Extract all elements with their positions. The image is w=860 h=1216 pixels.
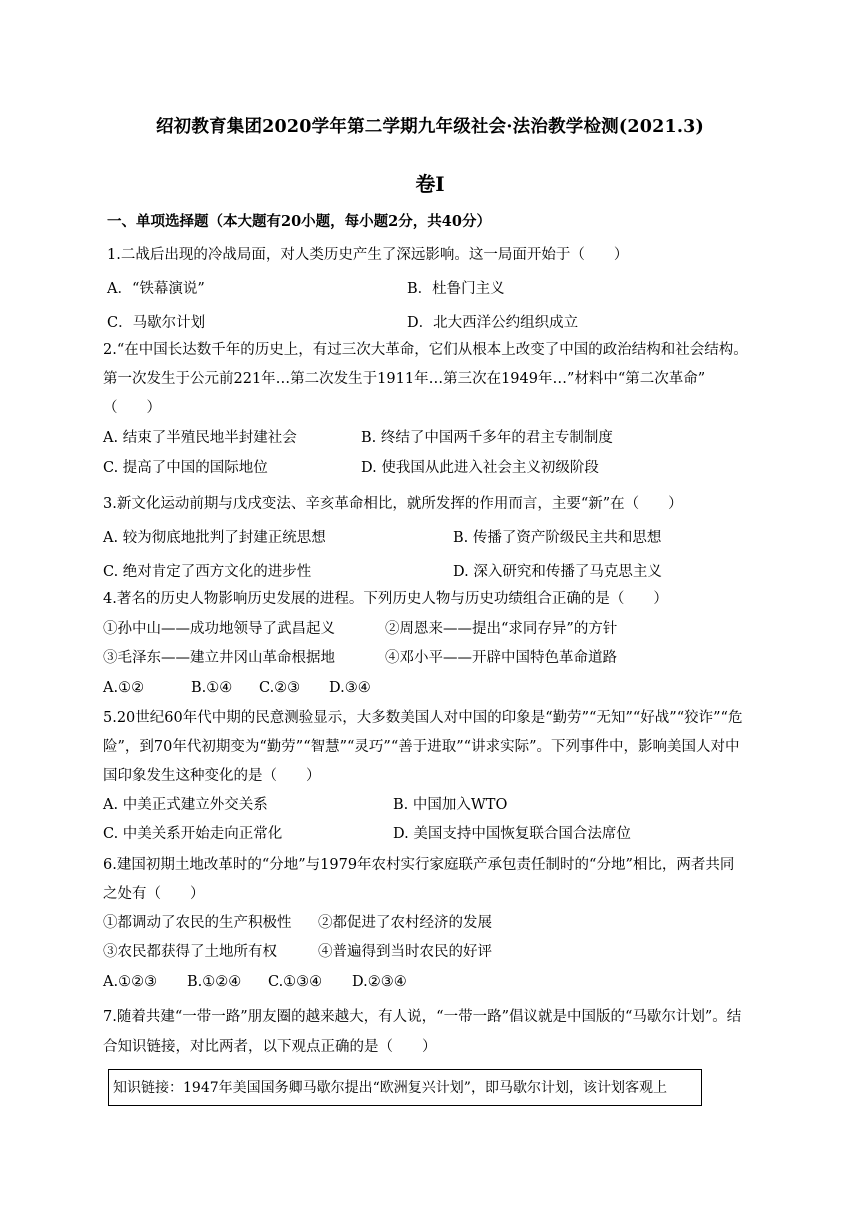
question-6-item-4: ④普遍得到当时农民的好评 — [318, 944, 492, 960]
question-6-item-1: ①都调动了农民的生产积极性 — [103, 915, 292, 931]
question-1-option-c: C．马歇尔计划 — [107, 315, 206, 331]
question-5-stem-line-3: 国印象发生这种变化的是（ ） — [103, 768, 321, 784]
question-5-option-d: D. 美国支持中国恢复联合国合法席位 — [393, 826, 631, 842]
question-2-stem-line-1: 2.“在中国长达数千年的历史上，有过三次大革命，它们从根本上改变了中国的政治结构和社会结构。 — [103, 342, 748, 358]
question-2-stem-line-3: （ ） — [103, 400, 161, 416]
knowledge-link-box — [108, 1069, 702, 1106]
question-4-item-2: ②周恩来——提出“求同存异”的方针 — [385, 621, 618, 637]
knowledge-link-text: 知识链接：1947年美国国务卿马歇尔提出“欧洲复兴计划”，即马歇尔计划，该计划客观上 — [113, 1080, 667, 1096]
volume-heading: 卷Ⅰ — [415, 172, 445, 196]
question-7-stem-line-1: 7.随着共建“一带一路”朋友圈的越来越大，有人说，“一带一路”倡议就是中国版的“马歇尔计划”。结 — [103, 1009, 742, 1025]
question-3-option-c: C. 绝对肯定了西方文化的进步性 — [103, 564, 312, 580]
question-4-item-4: ④邓小平——开辟中国特色革命道路 — [385, 650, 617, 666]
question-6-stem-line-2: 之处有（ ） — [103, 886, 205, 902]
question-2-option-a: A. 结束了半殖民地半封建社会 — [103, 430, 297, 446]
question-5-option-b: B. 中国加入WTO — [393, 797, 508, 813]
question-5-stem-line-1: 5.20世纪60年代中期的民意测验显示，大多数美国人对中国的印象是“勤劳”“无知”“好战”“狡诈”“危 — [103, 710, 743, 726]
question-4-option-c: C.②③ — [259, 680, 301, 696]
question-1-option-d: D．北大西洋公约组织成立 — [407, 315, 579, 331]
question-5-stem-line-2: 险”，到70年代初期变为“勤劳”“智慧”“灵巧”“善于进取”“讲求实际”。下列事件中，影响美国人对中 — [103, 739, 740, 755]
question-2-stem-line-2: 第一次发生于公元前221年…第二次发生于1911年…第三次在1949年…”材料中“第二次革命” — [103, 371, 706, 387]
question-1-option-a: A．“铁幕演说” — [107, 281, 205, 297]
question-6-option-d: D.②③④ — [352, 974, 407, 990]
question-6-option-b: B.①②④ — [187, 974, 242, 990]
question-4-item-1: ①孙中山——成功地领导了武昌起义 — [103, 621, 335, 637]
question-6-stem-line-1: 6.建国初期土地改革时的“分地”与1979年农村实行家庭联产承包责任制时的“分地”相比，两者共同 — [103, 857, 735, 873]
question-3-option-d: D. 深入研究和传播了马克思主义 — [453, 564, 662, 580]
question-2-option-d: D. 使我国从此进入社会主义初级阶段 — [361, 460, 599, 476]
question-6-option-c: C.①③④ — [268, 974, 323, 990]
question-5-option-c: C. 中美关系开始走向正常化 — [103, 826, 283, 842]
question-2-option-c: C. 提高了中国的国际地位 — [103, 460, 268, 476]
question-4-option-a: A.①② — [103, 680, 145, 696]
question-1-stem: 1.二战后出现的冷战局面，对人类历史产生了深远影响。这一局面开始于（ ） — [107, 247, 629, 263]
question-6-item-3: ③农民都获得了土地所有权 — [103, 944, 277, 960]
question-2-option-b: B. 终结了中国两千多年的君主专制制度 — [361, 430, 613, 446]
question-4-option-b: B.①④ — [191, 680, 233, 696]
question-3-stem: 3.新文化运动前期与戊戌变法、辛亥革命相比，就所发挥的作用而言，主要“新”在（ ） — [103, 496, 683, 512]
question-4-item-3: ③毛泽东——建立井冈山革命根据地 — [103, 650, 335, 666]
question-3-option-a: A. 较为彻底地批判了封建正统思想 — [103, 530, 326, 546]
question-1-option-b: B．杜鲁门主义 — [407, 281, 505, 297]
question-4-stem: 4.著名的历史人物影响历史发展的进程。下列历史人物与历史功绩组合正确的是（ ） — [103, 591, 668, 607]
question-6-option-a: A.①②③ — [103, 974, 158, 990]
question-3-option-b: B. 传播了资产阶级民主共和思想 — [453, 530, 662, 546]
question-4-option-d: D.③④ — [329, 680, 371, 696]
question-7-stem-line-2: 合知识链接，对比两者，以下观点正确的是（ ） — [103, 1039, 437, 1055]
question-6-item-2: ②都促进了农村经济的发展 — [318, 915, 492, 931]
question-5-option-a: A. 中美正式建立外交关系 — [103, 797, 268, 813]
page-title: 绍初教育集团2020学年第二学期九年级社会·法治教学检测(2021.3) — [155, 117, 705, 137]
section-heading: 一、单项选择题（本大题有20小题，每小题2分，共40分） — [107, 213, 491, 230]
